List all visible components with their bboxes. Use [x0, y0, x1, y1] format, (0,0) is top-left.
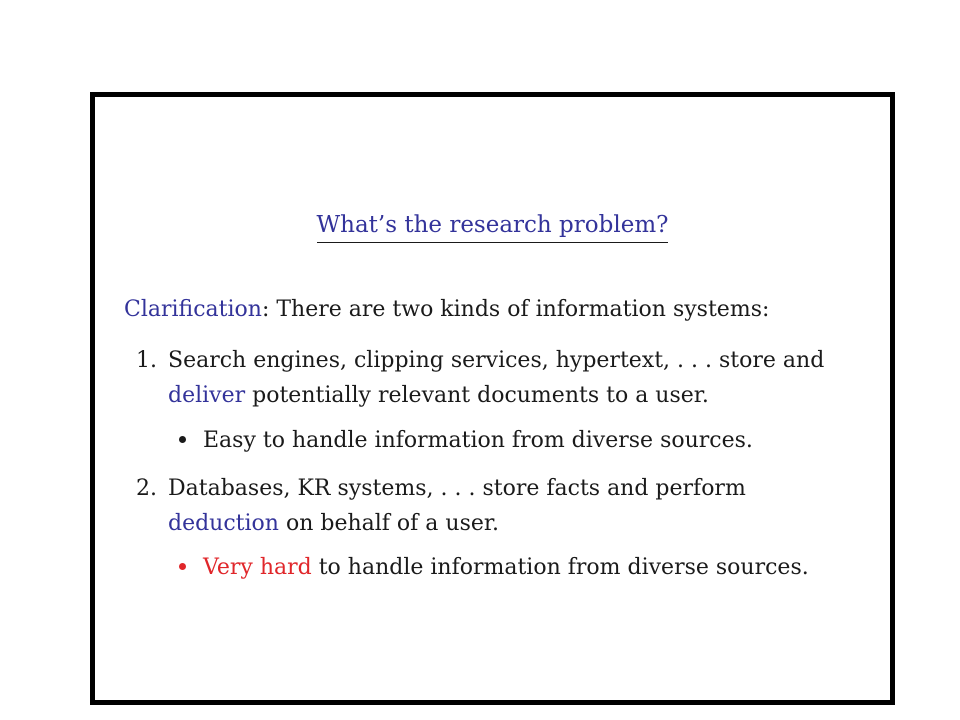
list-item-line1: Databases, KR systems, . . . store facts and perform [168, 476, 746, 501]
sub-bullet-text: Easy to handle information from diverse sources. [203, 428, 753, 453]
list-item-text [168, 471, 746, 541]
list-item-term: deliver [168, 383, 246, 408]
sub-bullet-text: to handle information from diverse sources. [311, 555, 809, 580]
list-item-line2-rest: on behalf of a user. [278, 511, 499, 536]
slide-title: What’s the research problem? [317, 212, 669, 243]
list-item-number: 1. [136, 348, 157, 373]
intro-rest: : There are two kinds of information systems: [261, 297, 770, 322]
list-item-line1: Search engines, clipping services, hypertext, . . . store and [168, 348, 825, 373]
intro-term: Clarification [124, 297, 262, 322]
list-item-text [168, 343, 824, 413]
list-item-line2 [168, 506, 746, 541]
bullet-icon [179, 563, 186, 570]
sub-bullet-term: Very hard [203, 555, 312, 580]
list-item-number: 2. [136, 476, 157, 501]
sub-bullet-1 [179, 428, 753, 454]
title-wrap [95, 212, 890, 243]
list-item-term: deduction [168, 511, 279, 536]
bullet-icon [179, 436, 186, 443]
sub-bullet-2 [179, 555, 809, 581]
list-item-line2 [168, 378, 824, 413]
slide-frame [90, 92, 895, 705]
list-item-line2-rest: potentially relevant documents to a user. [245, 383, 709, 408]
intro-line [124, 297, 769, 323]
